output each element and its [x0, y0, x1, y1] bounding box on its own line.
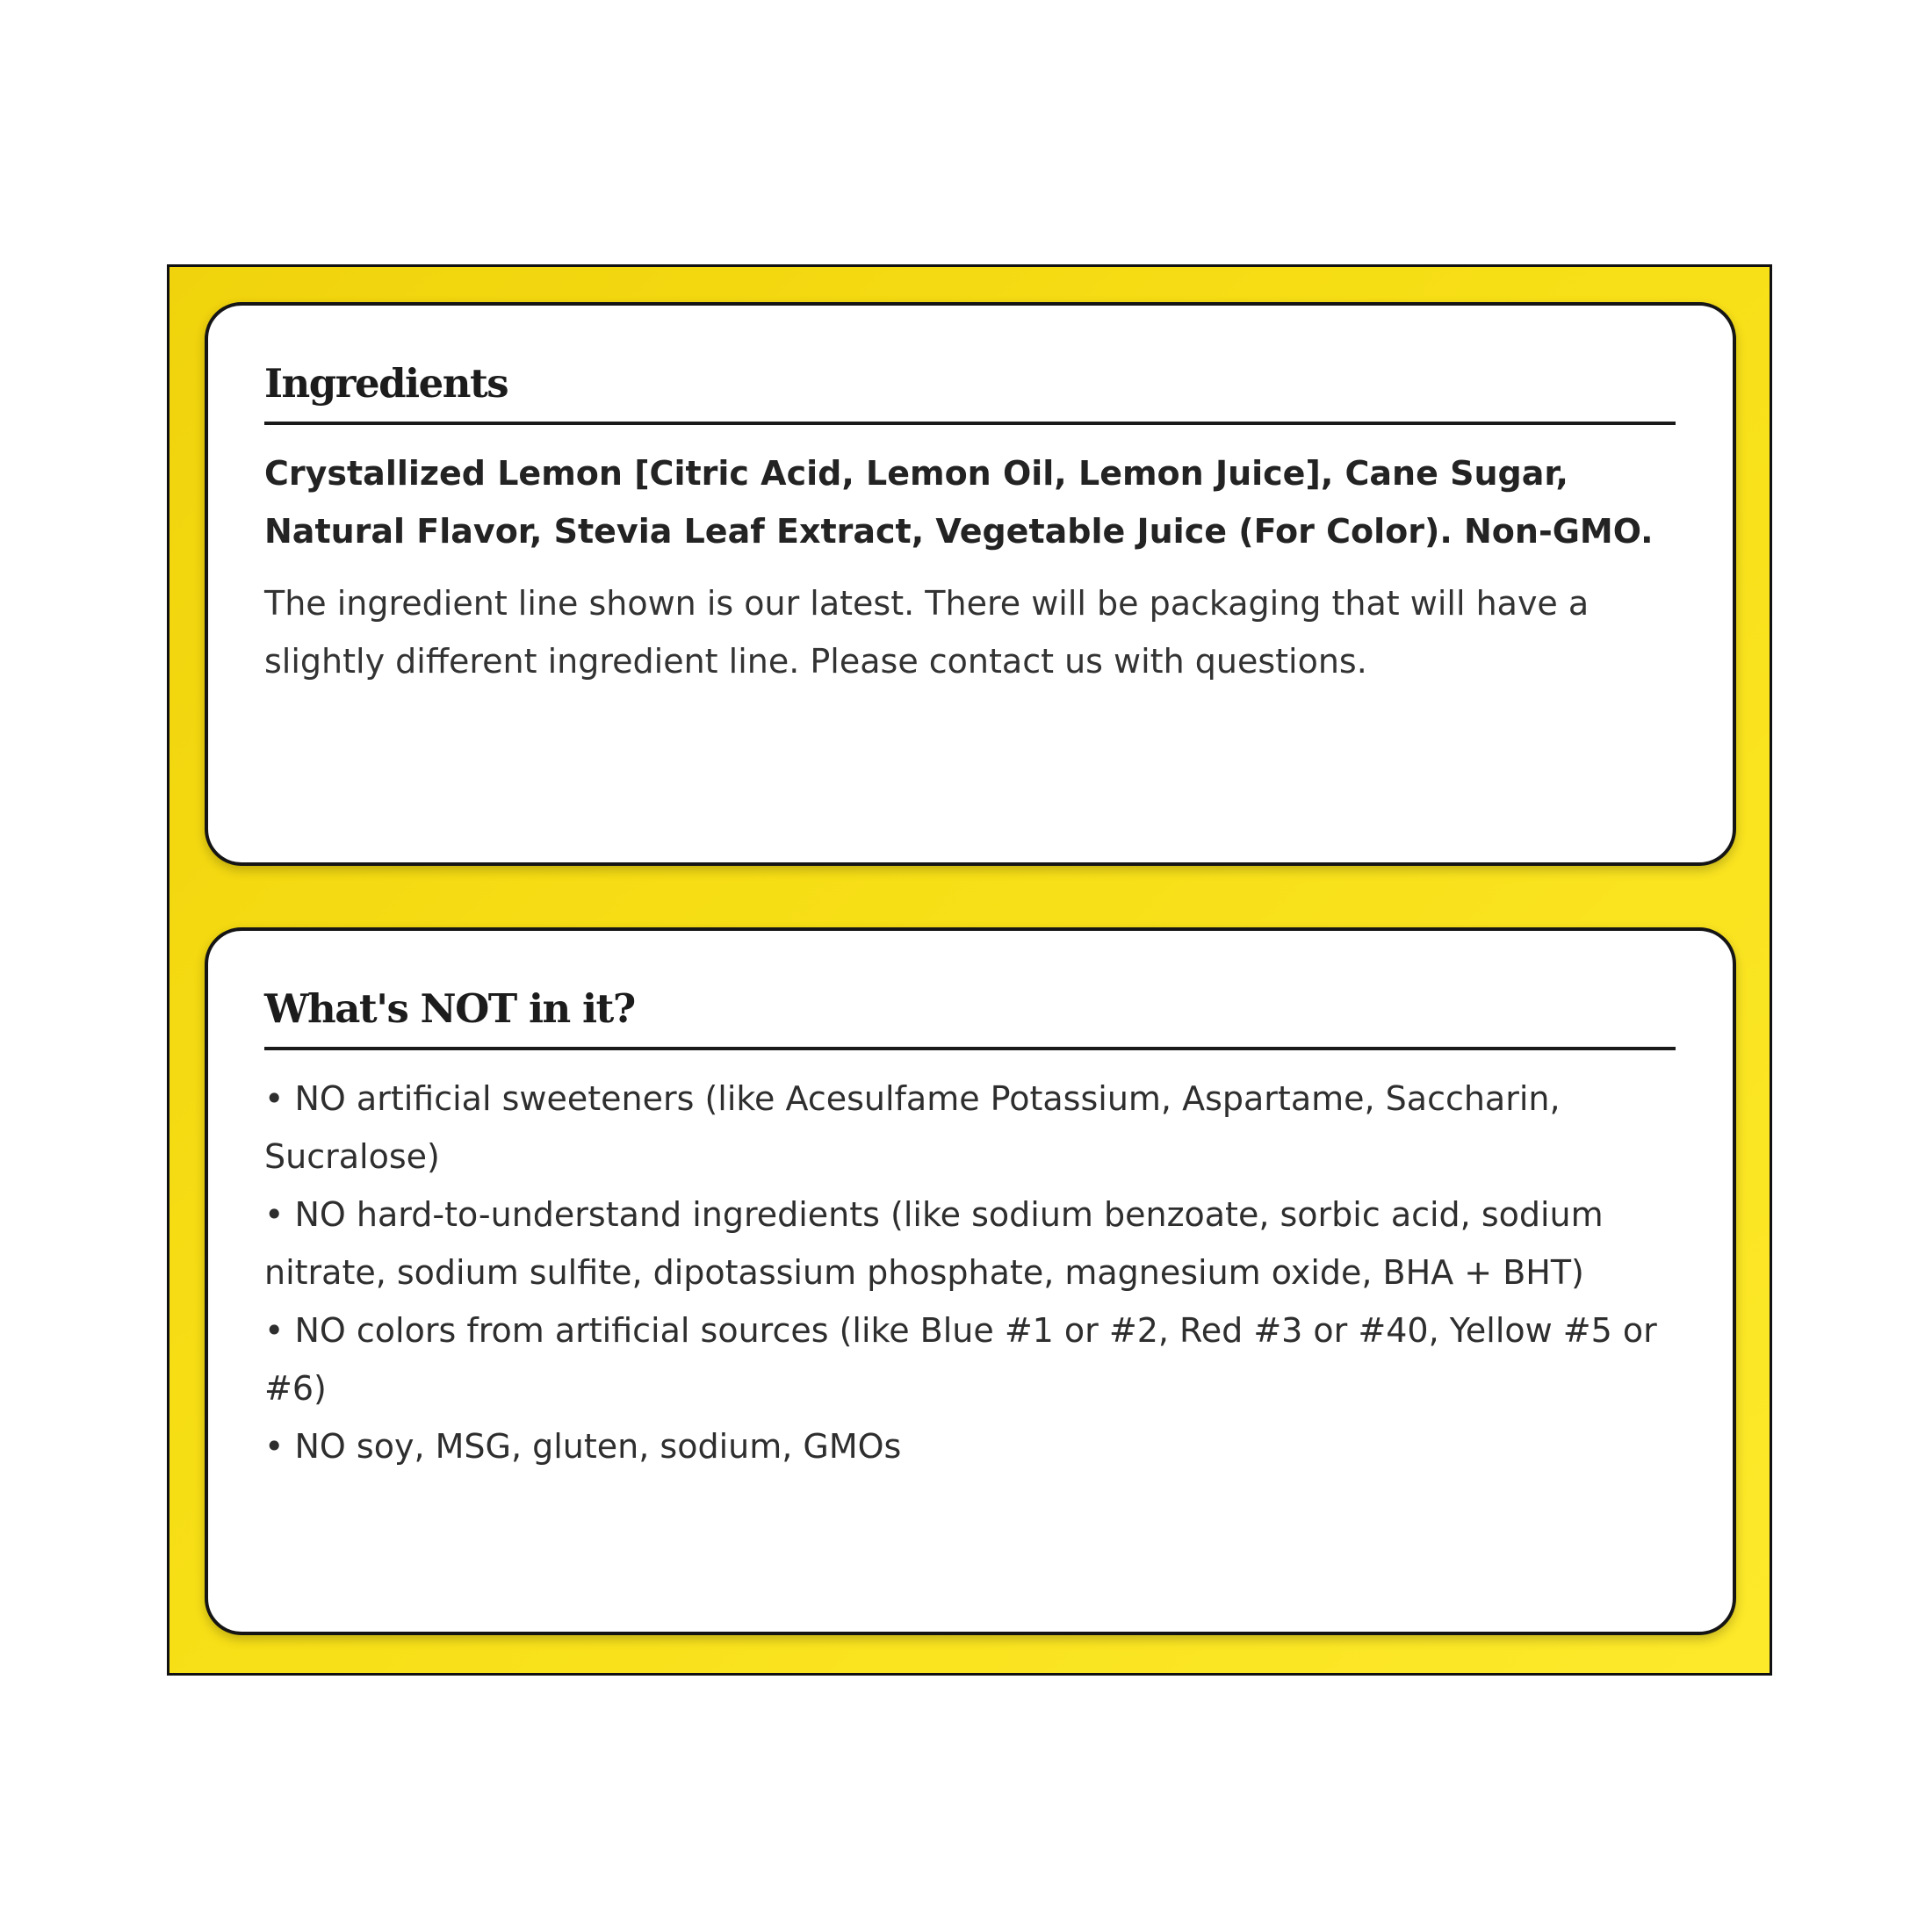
ingredients-card: [205, 302, 1736, 866]
not-in-it-card: [205, 927, 1736, 1635]
ingredients-list: Crystallized Lemon [Citric Acid, Lemon Oil, Lemon Juice], Cane Sugar, Natural Flavor, Stevia Leaf Extract, Vegetable Juice (For Color). Non-GMO.: [264, 454, 1654, 551]
not-in-it-title: What's NOT in it?: [264, 984, 1676, 1050]
yellow-frame: [167, 264, 1772, 1676]
not-in-it-item: • NO hard-to-understand ingredients (like sodium benzoate, sorbic acid, sodium nitrate, sodium sulfite, dipotassium phosphate, magnesium oxide, BHA + BHT): [264, 1195, 1604, 1292]
not-in-it-list: [264, 1070, 1676, 1475]
not-in-it-item: • NO artificial sweeteners (like Acesulfame Potassium, Aspartame, Saccharin, Sucralose): [264, 1079, 1561, 1176]
not-in-it-item: • NO colors from artificial sources (like Blue #1 or #2, Red #3 or #40, Yellow #5 or #6): [264, 1311, 1657, 1408]
not-in-it-item: • NO soy, MSG, gluten, sodium, GMOs: [264, 1427, 902, 1466]
ingredients-title: Ingredients: [264, 358, 1676, 425]
ingredients-note: The ingredient line shown is our latest. There will be packaging that will have a slightly different ingredient line. Please contact us with questions.: [264, 584, 1590, 681]
